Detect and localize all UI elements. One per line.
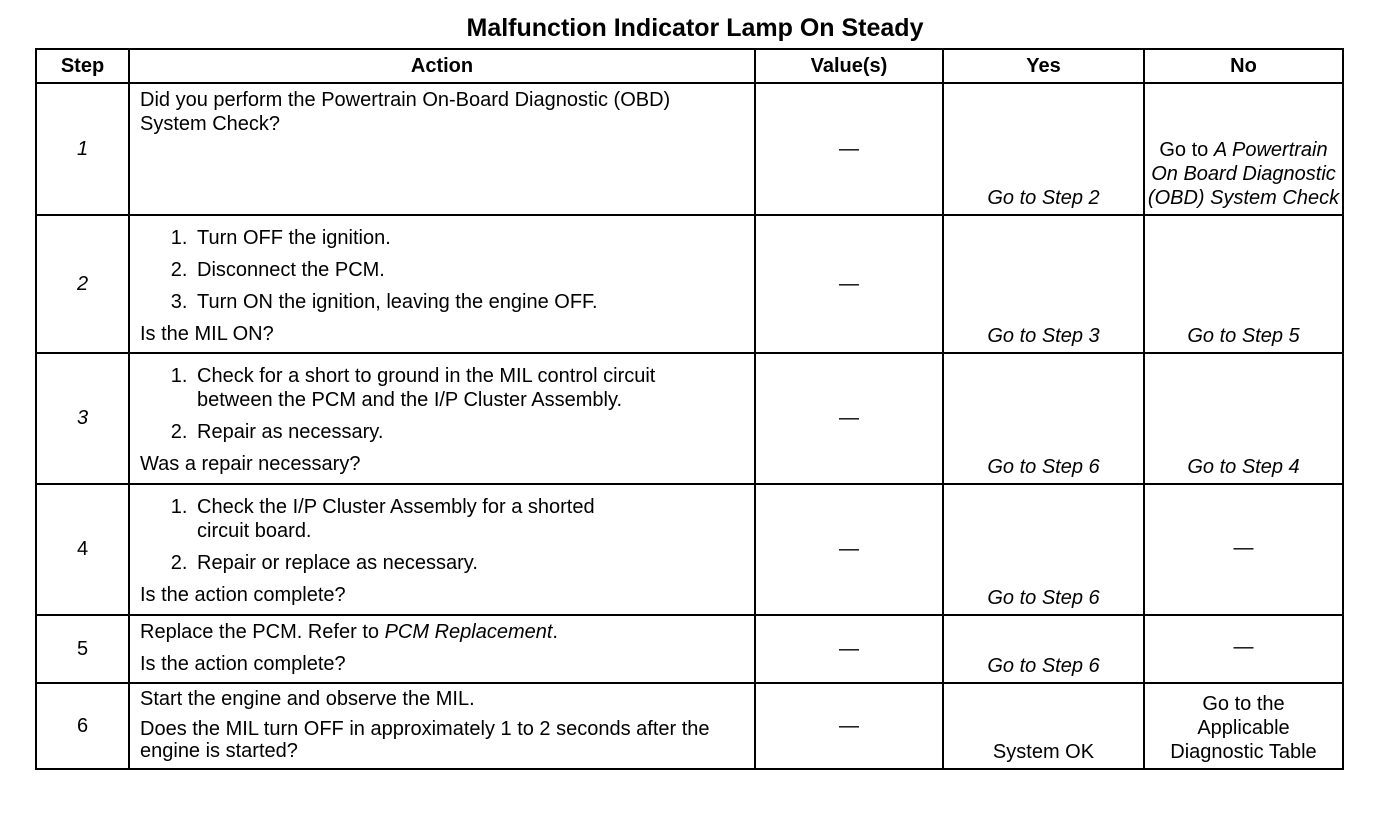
- action-cell: [129, 484, 755, 615]
- table-title: Malfunction Indicator Lamp On Steady: [466, 14, 924, 42]
- yes-cell: Go to Step 6: [943, 353, 1144, 484]
- step-number: 3: [36, 353, 129, 484]
- action-step: 2. Repair as necessary.: [193, 420, 746, 444]
- action-steps-list: [140, 226, 746, 314]
- step-number: 6: [36, 683, 129, 769]
- diagnostic-table: [35, 48, 1344, 770]
- action-cell: [129, 83, 755, 215]
- header-action: Action: [129, 49, 755, 83]
- action-text-reference: PCM Replacement: [384, 621, 553, 643]
- action-step: 1. Check the I/P Cluster Assembly for a shorted circuit board.: [193, 495, 637, 543]
- table-row: [36, 683, 1343, 769]
- header-yes: Yes: [943, 49, 1144, 83]
- action-cell: [129, 683, 755, 769]
- action-steps-list: [140, 495, 746, 575]
- action-step: 3. Turn ON the ignition, leaving the engine OFF.: [193, 290, 746, 314]
- step-number: 5: [36, 615, 129, 683]
- action-step: 1. Turn OFF the ignition.: [193, 226, 746, 250]
- step-number: 4: [36, 484, 129, 615]
- no-cell: —: [1144, 484, 1343, 615]
- action-cell: [129, 353, 755, 484]
- step-number: 2: [36, 215, 129, 353]
- no-cell: Go to Step 5: [1144, 215, 1343, 353]
- action-cell: [129, 215, 755, 353]
- value-cell: —: [755, 615, 943, 683]
- header-row: [36, 49, 1343, 83]
- table-row: [36, 615, 1343, 683]
- action-step: 2. Disconnect the PCM.: [193, 258, 746, 282]
- action-cell: [129, 615, 755, 683]
- action-text-prefix: Replace the PCM. Refer to: [140, 621, 385, 643]
- action-text: Start the engine and observe the MIL.: [140, 688, 475, 710]
- no-cell: [1144, 83, 1343, 215]
- yes-cell: Go to Step 6: [943, 615, 1144, 683]
- step-number: 1: [36, 83, 129, 215]
- action-text: Did you perform the Powertrain On-Board Diagnostic (OBD) System Check?: [140, 89, 671, 135]
- no-text-link: A Powertrain On Board Diagnostic (OBD) System Check: [1147, 139, 1340, 209]
- action-text: [140, 620, 746, 644]
- yes-cell: Go to Step 2: [943, 83, 1144, 215]
- value-cell: —: [755, 83, 943, 215]
- table-row: [36, 353, 1343, 484]
- action-steps-list: [140, 364, 746, 444]
- yes-cell: Go to Step 6: [943, 484, 1144, 615]
- action-question: Is the action complete?: [140, 653, 346, 675]
- action-step: 1. Check for a short to ground in the MIL control circuit between the PCM and the I/P Cluster Assembly.: [193, 364, 717, 412]
- action-text-suffix: .: [552, 621, 558, 643]
- no-cell: Go to the Applicable Diagnostic Table: [1144, 683, 1343, 769]
- yes-cell: Go to Step 3: [943, 215, 1144, 353]
- action-question: Is the action complete?: [140, 584, 346, 606]
- header-values: Value(s): [755, 49, 943, 83]
- action-step: 2. Repair or replace as necessary.: [193, 551, 746, 575]
- table-row: [36, 484, 1343, 615]
- no-cell: —: [1144, 615, 1343, 683]
- value-cell: —: [755, 484, 943, 615]
- header-step: Step: [36, 49, 129, 83]
- no-text-prefix: Go to: [1159, 139, 1214, 161]
- no-cell: Go to Step 4: [1144, 353, 1343, 484]
- value-cell: —: [755, 215, 943, 353]
- action-question: Does the MIL turn OFF in approximately 1 to 2 seconds after the engine is started?: [140, 718, 710, 762]
- action-question: Was a repair necessary?: [140, 453, 361, 475]
- header-no: No: [1144, 49, 1343, 83]
- value-cell: —: [755, 353, 943, 484]
- value-cell: —: [755, 683, 943, 769]
- action-question: Is the MIL ON?: [140, 323, 274, 345]
- table-row: [36, 215, 1343, 353]
- yes-cell: System OK: [943, 683, 1144, 769]
- table-row: [36, 83, 1343, 215]
